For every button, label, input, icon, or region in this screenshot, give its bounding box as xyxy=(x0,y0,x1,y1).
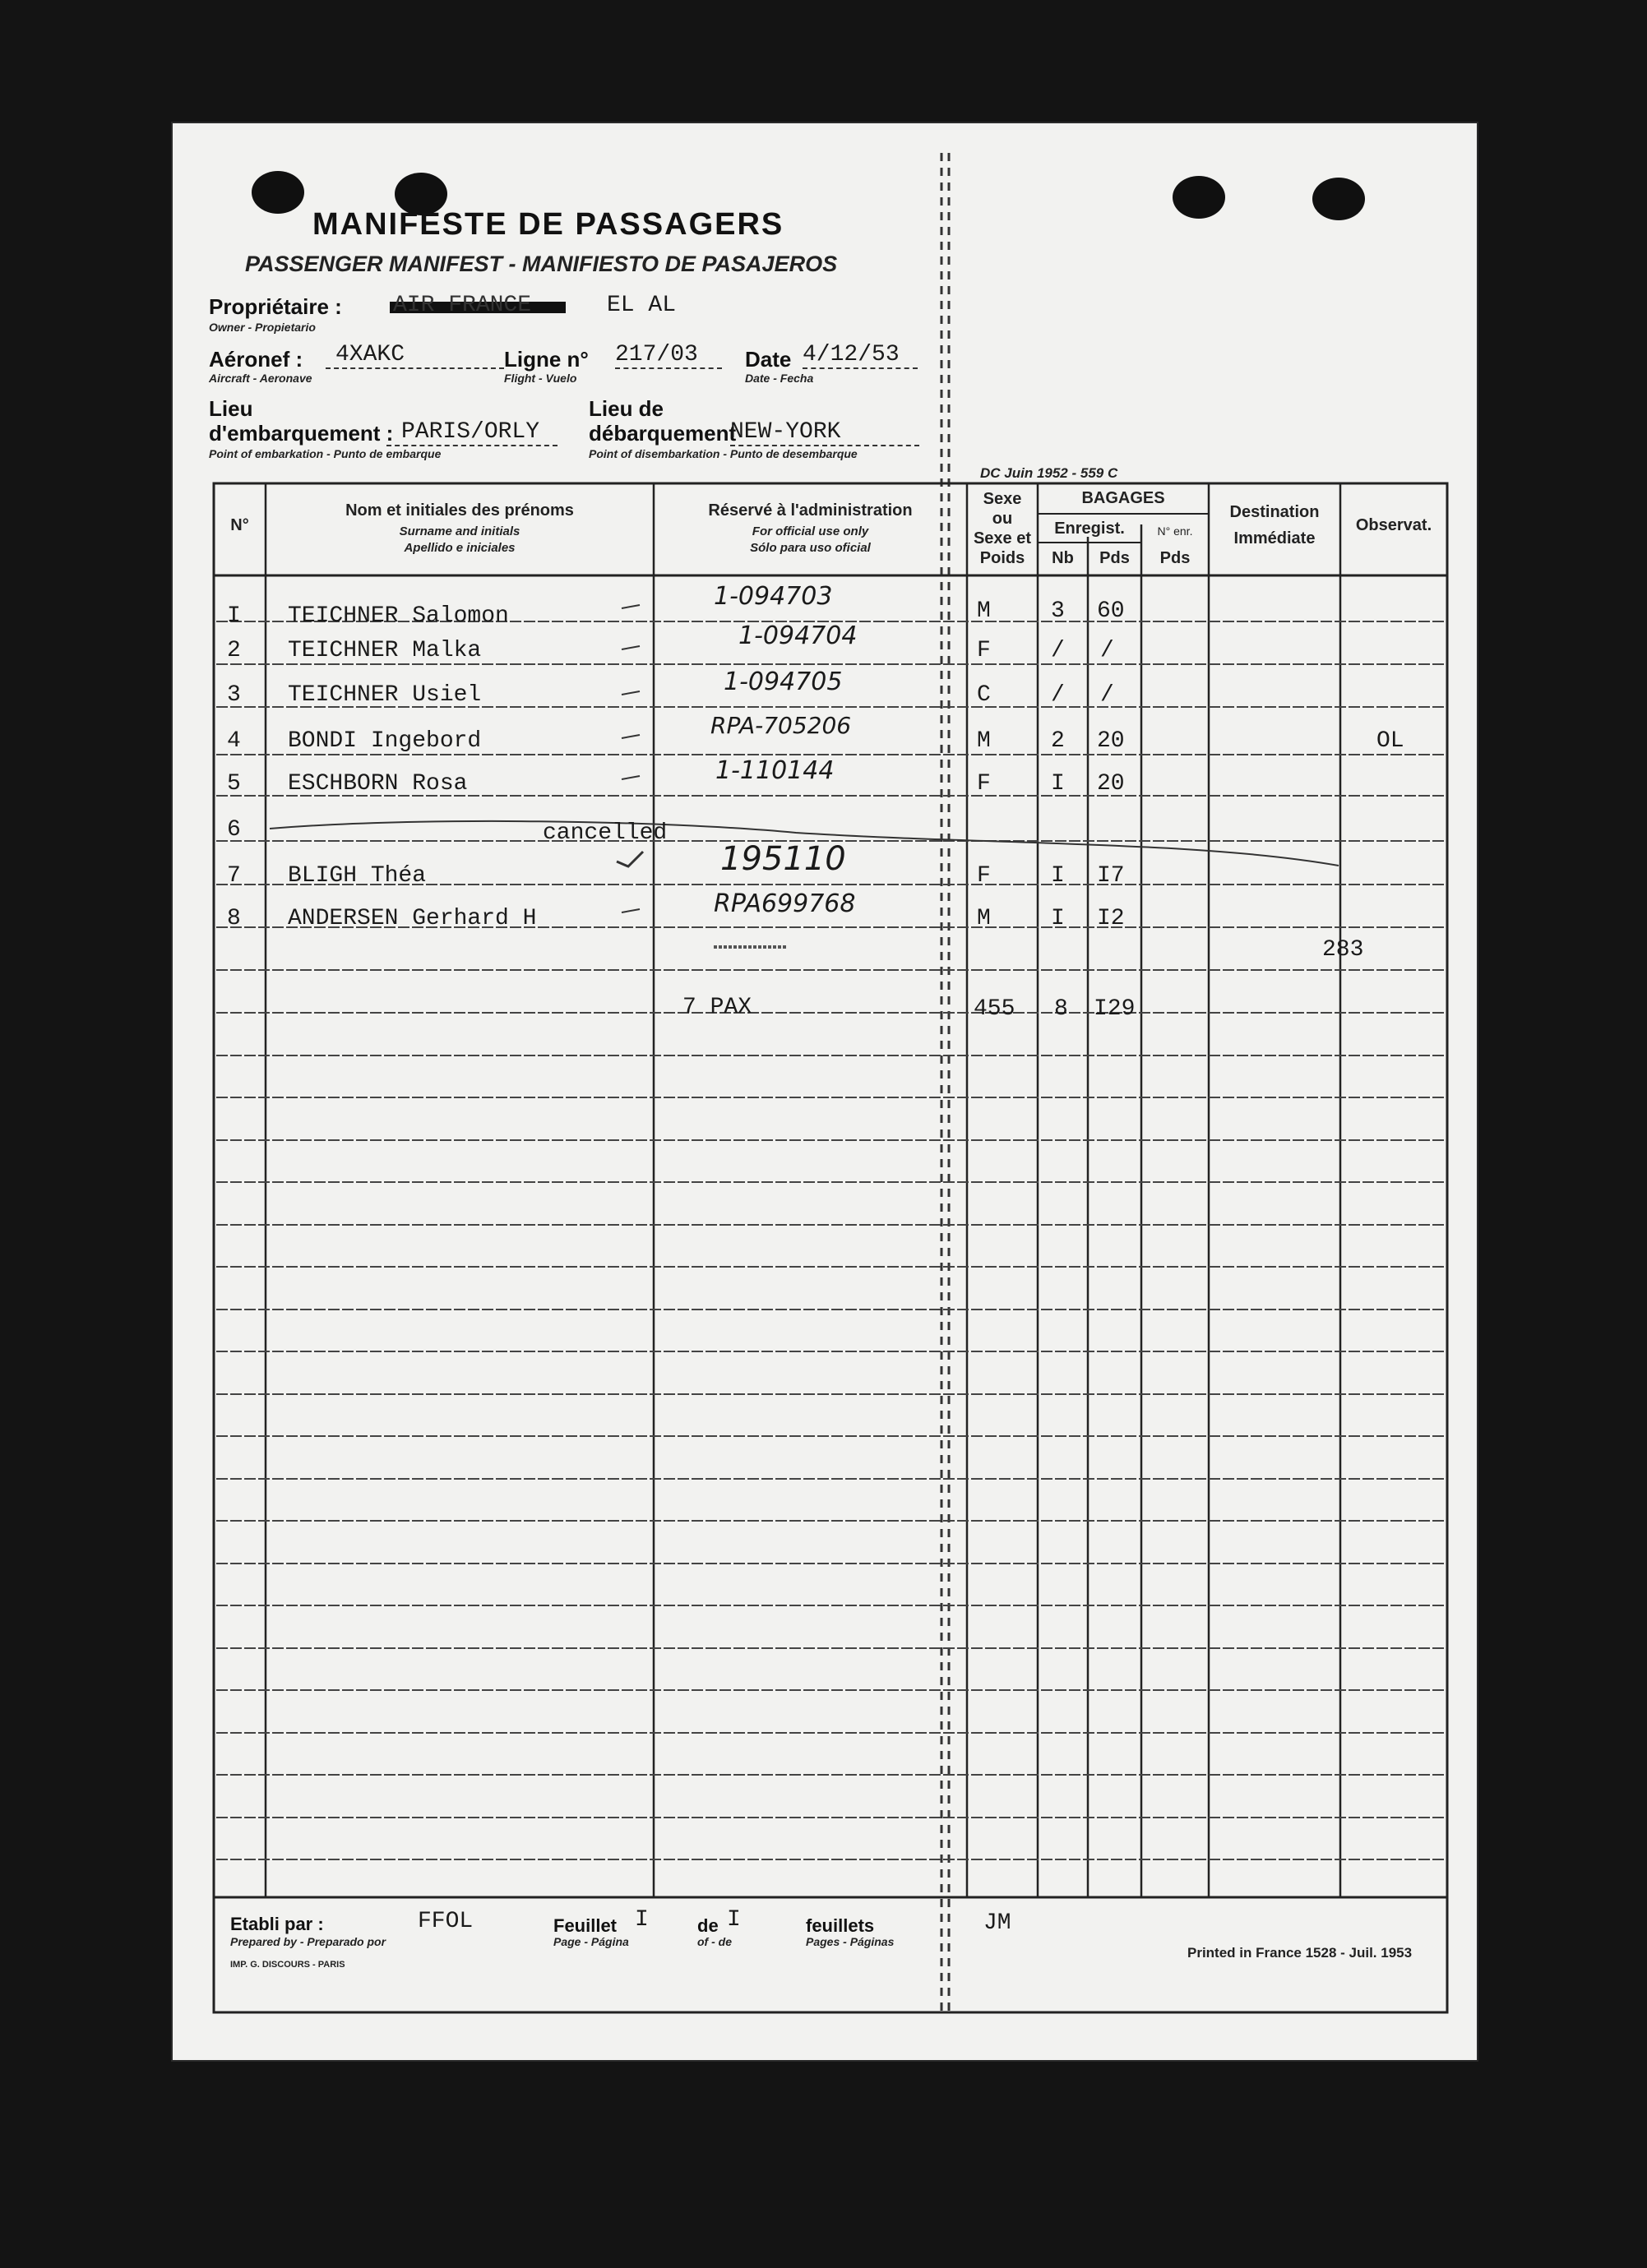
passenger-name: TEICHNER Usiel xyxy=(288,682,482,708)
admin-number: RPA-705206 xyxy=(710,712,852,739)
grand-total: 283 xyxy=(1322,937,1364,963)
col-header-name: Nom et initiales des prénoms xyxy=(345,501,574,520)
baggage-weight: / xyxy=(1100,682,1114,708)
sheet-label: Feuillet xyxy=(553,1915,618,1936)
row-no: 5 xyxy=(227,771,241,797)
passenger-name: BLIGH Théa xyxy=(288,863,427,889)
owner-sublabel: Owner - Propietario xyxy=(209,321,316,334)
sheet-value: I xyxy=(635,1907,649,1933)
baggage-weight: 60 xyxy=(1097,598,1125,624)
owner-label: Propriétaire : xyxy=(209,294,342,319)
row-no: 7 xyxy=(227,863,241,889)
col-header-unregistered-pds: Pds xyxy=(1159,549,1191,567)
baggage-weight: 20 xyxy=(1097,771,1125,797)
of-label: de xyxy=(697,1915,719,1936)
initials: JM xyxy=(983,1910,1011,1936)
passenger-sex: F xyxy=(977,638,991,663)
flight-label: Ligne n° xyxy=(504,347,589,372)
aircraft-sublabel: Aircraft - Aeronave xyxy=(209,372,312,385)
col-header-pds: Pds xyxy=(1099,549,1130,567)
baggage-count: I xyxy=(1051,906,1065,931)
owner-struck-value: AIR FRANCE xyxy=(393,293,532,318)
baggage-weight: I7 xyxy=(1097,863,1125,889)
prepared-by-label: Etabli par : xyxy=(230,1914,324,1934)
flight-sublabel: Flight - Vuelo xyxy=(504,372,577,385)
prepared-by-value: FFOL xyxy=(418,1909,474,1934)
col-header-admin-es: Sólo para uso oficial xyxy=(750,541,871,555)
total-weight: 455 xyxy=(974,996,1015,1022)
baggage-weight: 20 xyxy=(1097,728,1125,754)
aircraft-value: 4XAKC xyxy=(326,342,504,369)
passenger-name: ANDERSEN Gerhard H xyxy=(288,906,537,931)
passenger-sex: M xyxy=(977,728,991,754)
printer-imprint: IMP. G. DISCOURS - PARIS xyxy=(230,1960,345,1970)
total-baggage-weight: I29 xyxy=(1094,996,1136,1022)
col-header-sex-2: ou xyxy=(992,510,1013,528)
admin-number: 1-094704 xyxy=(738,621,858,650)
passenger-sex: M xyxy=(977,906,991,931)
col-header-destination-1: Destination xyxy=(1229,503,1320,521)
col-header-sex-3: Sexe et xyxy=(973,529,1032,547)
row-no: 2 xyxy=(227,638,241,663)
col-header-unregistered: N° enr. xyxy=(1157,524,1193,538)
prepared-by-sublabel: Prepared by - Preparado por xyxy=(230,1935,386,1948)
passenger-sex: F xyxy=(977,863,991,889)
embark-sublabel: Point of embarkation - Punto de embarque xyxy=(209,447,442,460)
row-no: 6 xyxy=(227,817,241,843)
sheets-label: feuillets xyxy=(806,1915,875,1936)
manifest-title: MANIFESTE DE PASSAGERS xyxy=(312,207,784,242)
baggage-weight: I2 xyxy=(1097,906,1125,931)
baggage-count: 2 xyxy=(1051,728,1065,754)
row-no: I xyxy=(227,603,241,629)
col-header-name-es: Apellido e iniciales xyxy=(404,541,516,555)
sheets-sublabel: Pages - Páginas xyxy=(806,1935,895,1948)
baggage-weight: / xyxy=(1100,638,1114,663)
date-label: Date xyxy=(745,347,792,372)
disembark-value: NEW-YORK xyxy=(730,419,919,446)
embark-label-line2: d'embarquement : xyxy=(209,421,394,446)
embark-value: PARIS/ORLY xyxy=(386,419,557,446)
sheet-sublabel: Page - Página xyxy=(553,1935,629,1948)
baggage-count: / xyxy=(1051,682,1065,708)
disembark-label-line1: Lieu de xyxy=(589,396,664,421)
passenger-name: TEICHNER Salomon xyxy=(288,603,509,629)
passenger-sex: F xyxy=(977,771,991,797)
total-passengers: 7 PAX xyxy=(682,995,752,1020)
row-no: 4 xyxy=(227,728,241,754)
table-grid xyxy=(171,122,1478,2062)
col-header-sex-1: Sexe xyxy=(983,490,1022,508)
col-header-admin: Réservé à l'administration xyxy=(708,501,913,520)
date-value: 4/12/53 xyxy=(803,342,918,369)
col-header-destination-2: Immédiate xyxy=(1233,529,1316,547)
col-header-admin-en: For official use only xyxy=(752,524,869,538)
manifest-subtitle: PASSENGER MANIFEST - MANIFIESTO DE PASAJEROS xyxy=(245,252,838,276)
row-no: 8 xyxy=(227,906,241,931)
admin-number: 1-110144 xyxy=(715,756,835,785)
admin-number: 1-094705 xyxy=(724,667,843,696)
baggage-count: I xyxy=(1051,863,1065,889)
passenger-name: BONDI Ingebord xyxy=(288,728,482,754)
disembark-label-line2: débarquement xyxy=(589,421,737,446)
date-sublabel: Date - Fecha xyxy=(745,372,814,385)
col-header-no: N° xyxy=(230,516,249,534)
baggage-count: / xyxy=(1051,638,1065,663)
disembark-sublabel: Point of disembarkation - Punto de desembarque xyxy=(589,447,858,460)
col-header-name-en: Surname and initials xyxy=(399,524,520,538)
col-header-baggage: BAGAGES xyxy=(1081,489,1165,507)
col-header-nb: Nb xyxy=(1052,549,1074,567)
total-baggage-count: 8 xyxy=(1054,996,1068,1022)
passenger-sex: C xyxy=(977,682,991,708)
owner-value: EL AL xyxy=(607,293,677,318)
manifest-sheet xyxy=(171,122,1478,2062)
passenger-sex: M xyxy=(977,598,991,624)
cancelled-note: cancelled xyxy=(543,820,668,846)
form-code: DC Juin 1952 - 559 C xyxy=(980,465,1118,481)
embark-label-line1: Lieu xyxy=(209,396,253,421)
aircraft-label: Aéronef : xyxy=(209,347,303,372)
baggage-count: I xyxy=(1051,771,1065,797)
row-no: 3 xyxy=(227,682,241,708)
col-header-sex-4: Poids xyxy=(979,549,1025,567)
baggage-count: 3 xyxy=(1051,598,1065,624)
passenger-name: ESCHBORN Rosa xyxy=(288,771,468,797)
of-value: I xyxy=(727,1907,741,1933)
passenger-name: TEICHNER Malka xyxy=(288,638,482,663)
flight-value: 217/03 xyxy=(615,342,722,369)
printed-in-france: Printed in France 1528 - Juil. 1953 xyxy=(1187,1945,1413,1961)
admin-number: 195110 xyxy=(720,840,846,878)
col-header-observations: Observat. xyxy=(1355,516,1432,534)
admin-number: 1-094703 xyxy=(714,582,833,611)
admin-number: RPA699768 xyxy=(714,889,856,918)
of-sublabel: of - de xyxy=(697,1935,732,1948)
col-header-registered: Enregist. xyxy=(1054,520,1125,538)
observation: OL xyxy=(1376,728,1404,754)
